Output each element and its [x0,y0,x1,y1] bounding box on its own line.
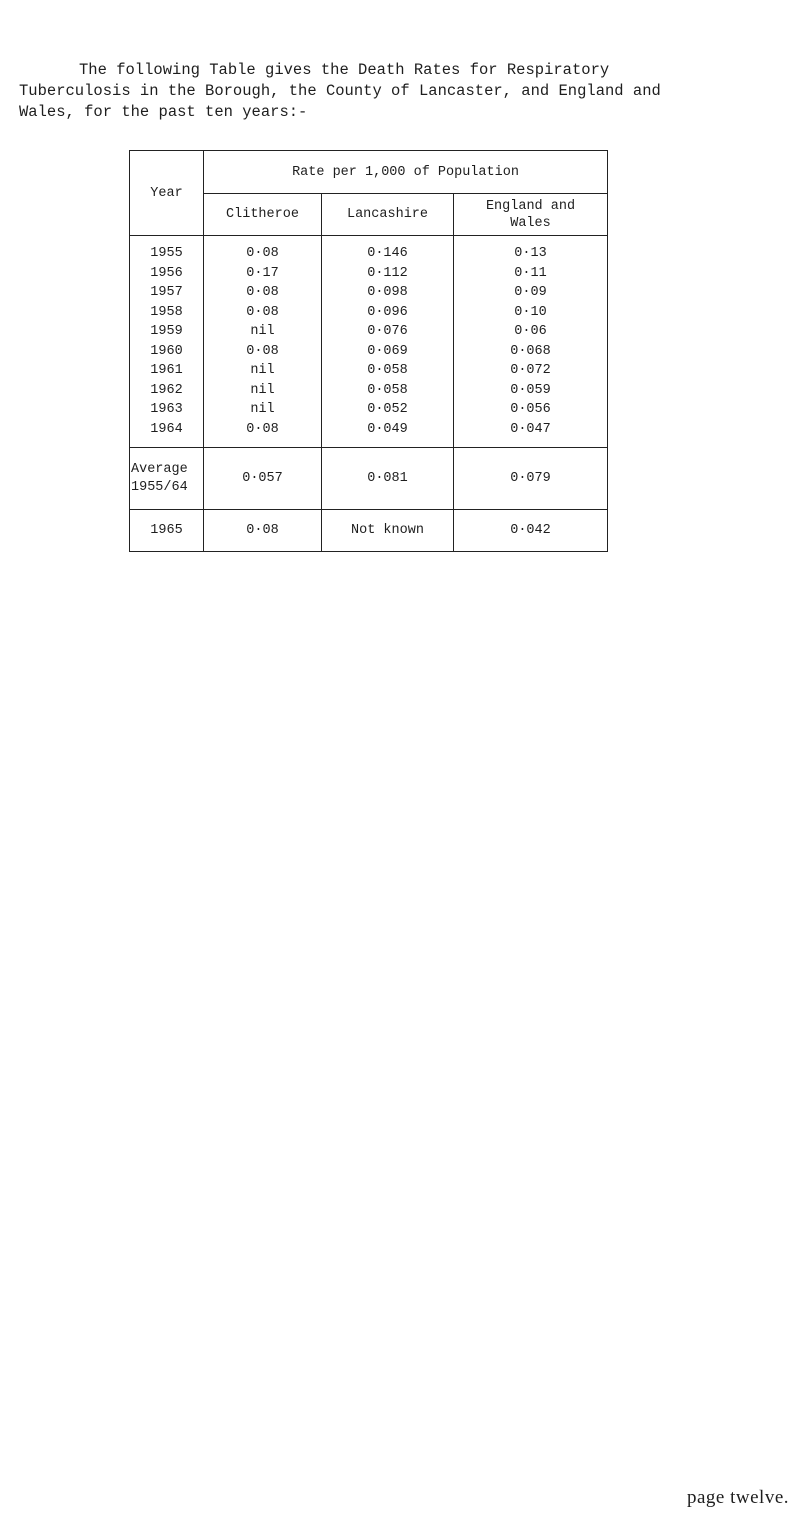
cell-lancashire: 0·076 [367,324,408,339]
england-wales-header: England and Wales [454,194,608,236]
year-column [130,236,204,448]
cell-year: 1957 [150,285,183,300]
cell-clitheroe: 0·08 [246,304,279,320]
cell-clitheroe: nil [250,324,275,339]
lancashire-header: Lancashire [322,194,454,236]
cell-england: 0·047 [510,421,551,437]
cell-england: 0·10 [514,304,547,320]
year-header: Year [130,151,204,236]
england-column [454,236,608,448]
cell-year: 1964 [150,421,183,437]
cell-year: 1960 [150,343,183,359]
cell-year: 1962 [150,382,183,398]
intro-line-2: Tuberculosis in the Borough, the County of Lancaster, and England and [19,82,661,100]
cell-year: 1961 [150,363,183,378]
cell-lancashire: 0·096 [367,304,408,320]
cell-england: 0·09 [514,285,547,300]
clitheroe-column [204,236,322,448]
cell-lancashire: 0·069 [367,343,408,359]
cell-england: 0·059 [510,382,551,398]
cell-england: 0·11 [514,265,547,281]
england-1965: 0·042 [454,510,608,552]
cell-clitheroe: 0·08 [246,421,279,437]
cell-lancashire: 0·058 [367,382,408,398]
clitheroe-header: Clitheroe [204,194,322,236]
page-footer: page twelve. [686,1487,789,1508]
lancashire-1965: Not known [322,510,454,552]
cell-clitheroe: 0·08 [246,246,279,261]
average-england: 0·079 [454,448,608,510]
cell-clitheroe: nil [250,382,275,398]
cell-clitheroe: nil [250,402,275,417]
clitheroe-1965: 0·08 [204,510,322,552]
cell-clitheroe: 0·08 [246,285,279,300]
cell-year: 1958 [150,304,183,320]
cell-clitheroe: 0·17 [246,265,279,281]
cell-year: 1956 [150,265,183,281]
cell-england: 0·06 [514,324,547,339]
intro-line-3: Wales, for the past ten years:- [19,103,308,121]
cell-lancashire: 0·098 [367,285,408,300]
cell-england: 0·13 [514,246,547,261]
cell-year: 1959 [150,324,183,339]
cell-lancashire: 0·112 [367,265,408,281]
average-label: Average 1955/64 [130,448,204,510]
cell-year: 1963 [150,402,183,417]
cell-year: 1955 [150,246,183,261]
yearly-rows-block [130,236,608,448]
rate-group-header: Rate per 1,000 of Population [204,151,608,194]
intro-line-1: The following Table gives the Death Rates for Respiratory [79,61,610,79]
cell-england: 0·072 [510,363,551,378]
cell-lancashire: 0·058 [367,363,408,378]
cell-england: 0·068 [510,343,551,359]
average-lancashire: 0·081 [322,448,454,510]
death-rates-table [129,150,608,552]
cell-england: 0·056 [510,402,551,417]
cell-lancashire: 0·052 [367,402,408,417]
cell-clitheroe: nil [250,363,275,378]
cell-lancashire: 0·049 [367,421,408,437]
lancashire-column [322,236,454,448]
intro-paragraph [19,60,789,123]
row-1965 [130,510,608,552]
average-clitheroe: 0·057 [204,448,322,510]
year-1965: 1965 [130,510,204,552]
cell-clitheroe: 0·08 [246,343,279,359]
average-row [130,448,608,510]
cell-lancashire: 0·146 [367,246,408,261]
